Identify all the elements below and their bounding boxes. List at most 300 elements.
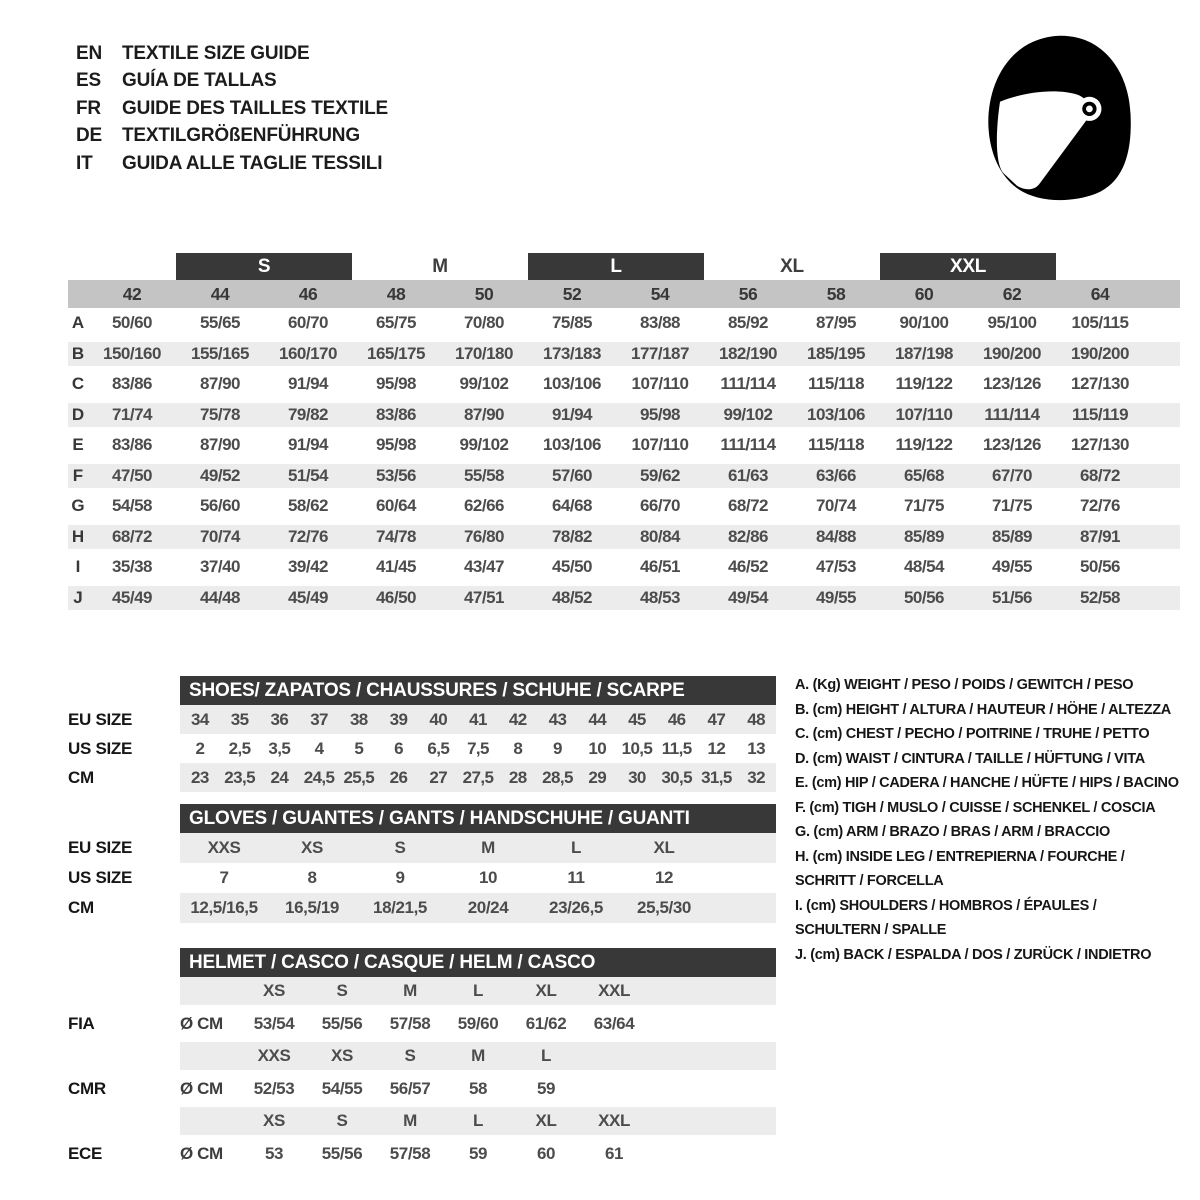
- size-value: 75/85: [551, 313, 593, 333]
- size-value: 70/74: [199, 526, 241, 546]
- size-value: 115/119: [1071, 404, 1129, 424]
- size-group-label: M: [432, 255, 448, 277]
- measurement-row: [68, 583, 1180, 614]
- size-value: 34: [191, 709, 209, 729]
- helmet-value-row: [68, 1005, 778, 1042]
- size-value: 103/106: [807, 404, 865, 424]
- size-value: 165/175: [367, 343, 425, 363]
- size-value: M: [481, 838, 495, 857]
- diameter-unit-label: Ø CM: [180, 1078, 223, 1098]
- language-title: GUÍA DE TALLAS: [122, 70, 277, 92]
- size-value: 65/75: [375, 313, 417, 333]
- language-code: IT: [76, 152, 93, 174]
- row-letter: B: [71, 343, 85, 363]
- cells: [180, 833, 776, 863]
- size-value: 32: [747, 767, 765, 787]
- row-label: CM: [68, 898, 94, 917]
- size-value: 187/198: [895, 343, 953, 363]
- size-value: 44/48: [199, 587, 241, 607]
- size-value: 190/200: [1071, 343, 1129, 363]
- row-letter: H: [71, 526, 85, 546]
- cells: [180, 1070, 776, 1107]
- size-label: XS: [331, 1046, 353, 1065]
- language-row: [76, 123, 388, 151]
- size-value: 177/187: [631, 343, 689, 363]
- size-value: 64/68: [551, 496, 593, 516]
- size-value: 160/170: [279, 343, 337, 363]
- numeric-size: 58: [826, 283, 846, 304]
- size-value: 61/63: [727, 465, 769, 485]
- size-value: 5: [354, 738, 364, 758]
- size-label: L: [473, 981, 483, 1000]
- size-value: 57/58: [389, 1143, 431, 1163]
- size-value: 9: [553, 738, 562, 758]
- language-title: GUIDE DES TAILLES TEXTILE: [122, 97, 388, 119]
- size-value: 75/78: [199, 404, 241, 424]
- size-value: 53/56: [375, 465, 417, 485]
- size-value: 60/64: [375, 496, 417, 516]
- size-value: 87/91: [1079, 526, 1121, 546]
- size-value: 10,5: [621, 738, 653, 758]
- size-value: 91/94: [287, 374, 329, 394]
- size-value: 49/55: [991, 557, 1033, 577]
- size-value: 65/68: [903, 465, 945, 485]
- row-label: CM: [68, 767, 94, 787]
- row-letter: D: [71, 404, 85, 424]
- size-value: 63/64: [593, 1013, 635, 1033]
- size-row: [68, 833, 778, 863]
- size-value: 87/90: [199, 374, 241, 394]
- measurement-legend: [795, 673, 1179, 967]
- size-label: XXL: [598, 1111, 630, 1130]
- numeric-size: 62: [1002, 283, 1022, 304]
- size-row: [68, 893, 778, 923]
- size-value: 54/58: [111, 496, 153, 516]
- gloves-rows: [68, 833, 778, 923]
- numeric-size: 64: [1090, 283, 1110, 304]
- helmet-value-row: [68, 1135, 778, 1172]
- legend-line: H. (cm) INSIDE LEG / ENTREPIERNA / FOURCHE /: [795, 848, 1125, 865]
- size-value: 11,5: [661, 738, 692, 758]
- size-value: 63/66: [815, 465, 857, 485]
- size-value: 12,5/16,5: [190, 898, 258, 917]
- measurement-row: [68, 339, 1180, 370]
- language-title: TEXTILGRÖßENFÜHRUNG: [122, 125, 360, 147]
- standard-name: ECE: [68, 1143, 103, 1163]
- size-value: 12: [654, 868, 674, 887]
- helmet-size-row: [68, 1042, 778, 1070]
- size-value: 30: [628, 767, 646, 787]
- size-value: S: [394, 838, 406, 857]
- measurement-row: [68, 461, 1180, 492]
- size-value: 9: [395, 868, 405, 887]
- legend-item: [795, 820, 1179, 845]
- size-value: 59/62: [639, 465, 681, 485]
- size-value: 68/72: [727, 496, 769, 516]
- size-value: 185/195: [807, 343, 865, 363]
- row-label: EU SIZE: [68, 838, 133, 857]
- size-value: 83/88: [639, 313, 681, 333]
- size-value: 78/82: [551, 526, 593, 546]
- size-value: 46/51: [639, 557, 681, 577]
- size-value: 39: [389, 709, 408, 729]
- size-value: 105/115: [1071, 313, 1129, 333]
- measurement-row: [68, 522, 1180, 553]
- size-value: 28,5: [542, 767, 573, 787]
- cells: [180, 1042, 776, 1070]
- language-title: TEXTILE SIZE GUIDE: [122, 42, 310, 64]
- size-group-label: S: [176, 253, 352, 280]
- size-value: 36: [270, 709, 289, 729]
- size-value: 47/53: [815, 557, 857, 577]
- size-value: 68/72: [1079, 465, 1121, 485]
- size-value: 58/62: [287, 496, 329, 516]
- helmet-title-bar: HELMET / CASCO / CASQUE / HELM / CASCO: [180, 948, 776, 977]
- legend-line: D. (cm) WAIST / CINTURA / TAILLE / HÜFTUNG / VITA: [795, 750, 1145, 767]
- size-value: 10: [588, 738, 607, 758]
- size-value: 23,5: [224, 767, 255, 787]
- language-row: [76, 95, 388, 123]
- row-letter: I: [75, 557, 81, 577]
- size-value: 67/70: [991, 465, 1033, 485]
- language-list: [76, 40, 388, 178]
- row-letter: E: [72, 435, 84, 455]
- size-value: 35/38: [111, 557, 153, 577]
- numeric-size: 60: [914, 283, 934, 304]
- size-row: [68, 863, 778, 893]
- size-value: 50/60: [111, 313, 153, 333]
- size-value: 49/54: [727, 587, 769, 607]
- size-value: 7: [219, 868, 229, 887]
- size-value: 87/90: [463, 404, 505, 424]
- size-value: 40: [429, 709, 448, 729]
- size-value: 51/54: [287, 465, 329, 485]
- diameter-unit-label: Ø CM: [180, 1013, 223, 1033]
- size-value: 2: [195, 738, 205, 758]
- size-value: 53/54: [253, 1013, 295, 1033]
- size-group-label: [1056, 253, 1144, 280]
- size-value: 27: [429, 767, 448, 787]
- size-value: 52/58: [1079, 587, 1121, 607]
- size-value: 49/55: [815, 587, 857, 607]
- size-value: 71/75: [991, 496, 1033, 516]
- size-value: 46/50: [375, 587, 417, 607]
- size-value: 44: [588, 709, 607, 729]
- size-value: 46: [667, 709, 686, 729]
- size-value: 170/180: [455, 343, 513, 363]
- size-value: 60/70: [287, 313, 329, 333]
- size-value: 2,5: [228, 738, 251, 758]
- size-value: 115/118: [807, 374, 865, 394]
- size-value: 87/90: [199, 435, 241, 455]
- size-value: 103/106: [543, 374, 601, 394]
- numeric-size: 50: [474, 283, 494, 304]
- language-row: [76, 150, 388, 178]
- legend-line: C. (cm) CHEST / PECHO / POITRINE / TRUHE / PETTO: [795, 726, 1150, 742]
- size-value: 71/75: [903, 496, 945, 516]
- legend-item: [795, 747, 1179, 772]
- size-value: 31,5: [701, 767, 732, 787]
- standard-name: FIA: [68, 1013, 95, 1033]
- size-value: 61/62: [525, 1013, 567, 1033]
- cells: [180, 863, 776, 893]
- size-value: 50/56: [903, 587, 945, 607]
- size-value: 24: [270, 767, 289, 787]
- size-value: 24,5: [303, 767, 335, 787]
- size-value: 51/56: [991, 587, 1033, 607]
- language-code: DE: [76, 125, 102, 147]
- size-value: 111/114: [984, 404, 1040, 424]
- size-row: [68, 763, 778, 792]
- row-label: EU SIZE: [68, 709, 133, 729]
- shoes-size-table: [68, 676, 778, 792]
- size-value: 55/56: [321, 1143, 363, 1163]
- legend-item: [795, 796, 1179, 821]
- numeric-size: 52: [562, 283, 582, 304]
- size-label: S: [336, 981, 348, 1000]
- legend-item: [795, 771, 1179, 796]
- size-label: XS: [263, 981, 285, 1000]
- size-value: 190/200: [983, 343, 1041, 363]
- size-value: 45/50: [551, 557, 593, 577]
- legend-item: [795, 722, 1179, 747]
- size-value: 48/52: [551, 587, 593, 607]
- size-value: 107/110: [631, 435, 689, 455]
- row-letter: G: [71, 496, 85, 516]
- size-label: S: [336, 1111, 348, 1130]
- helmet-size-table: [68, 948, 778, 1172]
- size-label: XXL: [598, 981, 630, 1000]
- size-value: 103/106: [543, 435, 601, 455]
- cells: [180, 1135, 776, 1172]
- size-value: 48/54: [903, 557, 945, 577]
- size-value: 27,5: [462, 767, 494, 787]
- size-value: 85/89: [903, 526, 945, 546]
- diameter-unit-label: Ø CM: [180, 1143, 223, 1163]
- size-label: L: [473, 1111, 483, 1130]
- legend-line: J. (cm) BACK / ESPALDA / DOS / ZURÜCK / INDIETRO: [795, 946, 1152, 963]
- size-value: 155/165: [191, 343, 249, 363]
- numeric-size: 48: [386, 283, 406, 304]
- numeric-size: 42: [122, 283, 142, 304]
- size-value: 107/110: [631, 374, 689, 394]
- numeric-size-row: [68, 280, 1180, 308]
- size-value: 16,5/19: [285, 898, 339, 917]
- size-value: 83/86: [111, 374, 153, 394]
- size-value: 42: [508, 709, 527, 729]
- size-label: M: [403, 1111, 417, 1130]
- language-code: FR: [76, 97, 101, 119]
- language-title: GUIDA ALLE TAGLIE TESSILI: [122, 152, 383, 174]
- measurement-row: [68, 430, 1180, 461]
- size-value: 37/40: [199, 557, 241, 577]
- size-value: 29: [588, 767, 607, 787]
- size-value: 56/57: [389, 1078, 431, 1098]
- size-value: 115/118: [807, 435, 865, 455]
- size-value: 37: [310, 709, 328, 729]
- size-value: 95/98: [375, 435, 417, 455]
- legend-line: F. (cm) TIGH / MUSLO / CUISSE / SCHENKEL / COSCIA: [795, 799, 1156, 816]
- size-value: 82/86: [727, 526, 769, 546]
- size-value: 28: [508, 767, 527, 787]
- size-value: 83/86: [375, 404, 417, 424]
- size-value: 57/58: [389, 1013, 431, 1033]
- size-value: 8: [307, 868, 317, 887]
- size-group-label: XL: [780, 255, 804, 277]
- size-value: 13: [747, 738, 765, 758]
- size-value: 111/114: [720, 374, 776, 394]
- measurement-row: [68, 308, 1180, 339]
- helmet-value-row: [68, 1070, 778, 1107]
- size-value: XS: [301, 838, 323, 857]
- size-value: 25,5: [343, 767, 375, 787]
- cells: [180, 1005, 776, 1042]
- row-letter: A: [71, 313, 85, 333]
- size-value: 95/100: [987, 313, 1037, 333]
- size-group-row: [68, 253, 1180, 280]
- size-row: [68, 705, 778, 734]
- size-label: XS: [263, 1111, 285, 1130]
- size-value: 61: [604, 1143, 624, 1163]
- size-value: 59: [468, 1143, 488, 1163]
- size-value: 76/80: [463, 526, 505, 546]
- size-value: 58: [468, 1078, 488, 1098]
- legend-line: SCHRITT / FORCELLA: [795, 873, 944, 889]
- language-row: [76, 40, 388, 68]
- gloves-title-bar: GLOVES / GUANTES / GANTS / HANDSCHUHE / GUANTI: [180, 804, 776, 833]
- legend-line: E. (cm) HIP / CADERA / HANCHE / HÜFTE / HIPS / BACINO: [795, 775, 1179, 791]
- size-value: 47/51: [463, 587, 505, 607]
- size-value: 83/86: [111, 435, 153, 455]
- size-value: 4: [314, 738, 324, 758]
- size-label: M: [403, 981, 417, 1000]
- size-value: 111/114: [720, 435, 776, 455]
- size-value: 18/21,5: [373, 898, 427, 917]
- size-value: 26: [389, 767, 408, 787]
- size-value: 74/78: [375, 526, 417, 546]
- size-value: 99/102: [723, 404, 773, 424]
- size-value: 55/65: [199, 313, 241, 333]
- size-group-label: [88, 253, 176, 280]
- size-value: 99/102: [459, 374, 509, 394]
- size-value: XXS: [207, 838, 241, 857]
- size-label: L: [541, 1046, 551, 1065]
- size-value: 45/49: [111, 587, 153, 607]
- measurement-row: [68, 491, 1180, 522]
- size-value: 35: [230, 709, 249, 729]
- row-letter-spacer: [68, 253, 88, 280]
- size-value: 38: [349, 709, 368, 729]
- standard-name: CMR: [68, 1078, 106, 1098]
- size-value: 57/60: [551, 465, 593, 485]
- numeric-size: 46: [298, 283, 318, 304]
- legend-item: [795, 673, 1179, 698]
- size-value: 6,5: [427, 738, 450, 758]
- cells: [180, 763, 776, 792]
- row-letter: J: [73, 587, 83, 607]
- legend-item: [795, 894, 1179, 943]
- size-value: 119/122: [895, 435, 953, 455]
- legend-line: B. (cm) HEIGHT / ALTURA / HAUTEUR / HÖHE / ALTEZZA: [795, 701, 1171, 718]
- size-value: 39/42: [287, 557, 329, 577]
- size-value: 43/47: [463, 557, 505, 577]
- racing-helmet-icon: [983, 30, 1135, 202]
- size-value: 62/66: [463, 496, 505, 516]
- cells: [180, 893, 776, 923]
- size-value: 90/100: [899, 313, 949, 333]
- size-value: 85/92: [727, 313, 769, 333]
- size-value: 72/76: [1079, 496, 1121, 516]
- size-value: 91/94: [551, 404, 593, 424]
- row-label: US SIZE: [68, 738, 133, 758]
- size-value: 84/88: [815, 526, 857, 546]
- size-value: 25,5/30: [637, 898, 691, 917]
- size-value: 119/122: [895, 374, 953, 394]
- helmet-size-row: [68, 977, 778, 1005]
- size-value: 70/74: [815, 496, 857, 516]
- size-value: 6: [394, 738, 403, 758]
- size-value: 56/60: [199, 496, 241, 516]
- helmet-size-row: [68, 1107, 778, 1135]
- size-value: 80/84: [639, 526, 681, 546]
- language-code: ES: [76, 70, 101, 92]
- size-value: 41: [469, 709, 487, 729]
- size-value: L: [571, 838, 581, 857]
- size-value: 71/74: [111, 404, 153, 424]
- cells: [180, 977, 776, 1005]
- size-value: 43: [548, 709, 567, 729]
- size-value: 127/130: [1071, 435, 1129, 455]
- legend-item: [795, 698, 1179, 723]
- garment-size-table: [68, 253, 1180, 613]
- language-row: [76, 68, 388, 96]
- legend-line: G. (cm) ARM / BRAZO / BRAS / ARM / BRACCIO: [795, 824, 1110, 840]
- size-value: 47: [707, 709, 726, 729]
- size-value: 41/45: [375, 557, 417, 577]
- size-group-label: XXL: [880, 253, 1056, 280]
- size-value: 23/26,5: [549, 898, 603, 917]
- size-value: 127/130: [1071, 374, 1129, 394]
- size-value: 85/89: [991, 526, 1033, 546]
- size-value: 60: [536, 1143, 556, 1163]
- cells: [180, 1107, 776, 1135]
- size-value: 49/52: [199, 465, 241, 485]
- size-value: 68/72: [111, 526, 153, 546]
- size-value: 53: [264, 1143, 284, 1163]
- size-value: 8: [513, 738, 523, 758]
- row-label: US SIZE: [68, 868, 133, 887]
- size-value: 182/190: [719, 343, 777, 363]
- size-value: 107/110: [895, 404, 953, 424]
- size-label: M: [471, 1046, 485, 1065]
- size-value: 79/82: [287, 404, 329, 424]
- measurement-row: [68, 400, 1180, 431]
- size-value: 12: [707, 738, 726, 758]
- size-value: 95/98: [639, 404, 681, 424]
- size-value: 99/102: [459, 435, 509, 455]
- numeric-size: 54: [650, 283, 670, 304]
- size-value: 66/70: [639, 496, 681, 516]
- size-value: 72/76: [287, 526, 329, 546]
- shoes-rows: [68, 705, 778, 792]
- size-value: 123/126: [983, 435, 1041, 455]
- size-value: 91/94: [287, 435, 329, 455]
- size-label: XL: [535, 981, 557, 1000]
- size-value: 47/50: [111, 465, 153, 485]
- helmet-rows: [68, 977, 778, 1172]
- size-value: 46/52: [727, 557, 769, 577]
- size-value: 52/53: [253, 1078, 295, 1098]
